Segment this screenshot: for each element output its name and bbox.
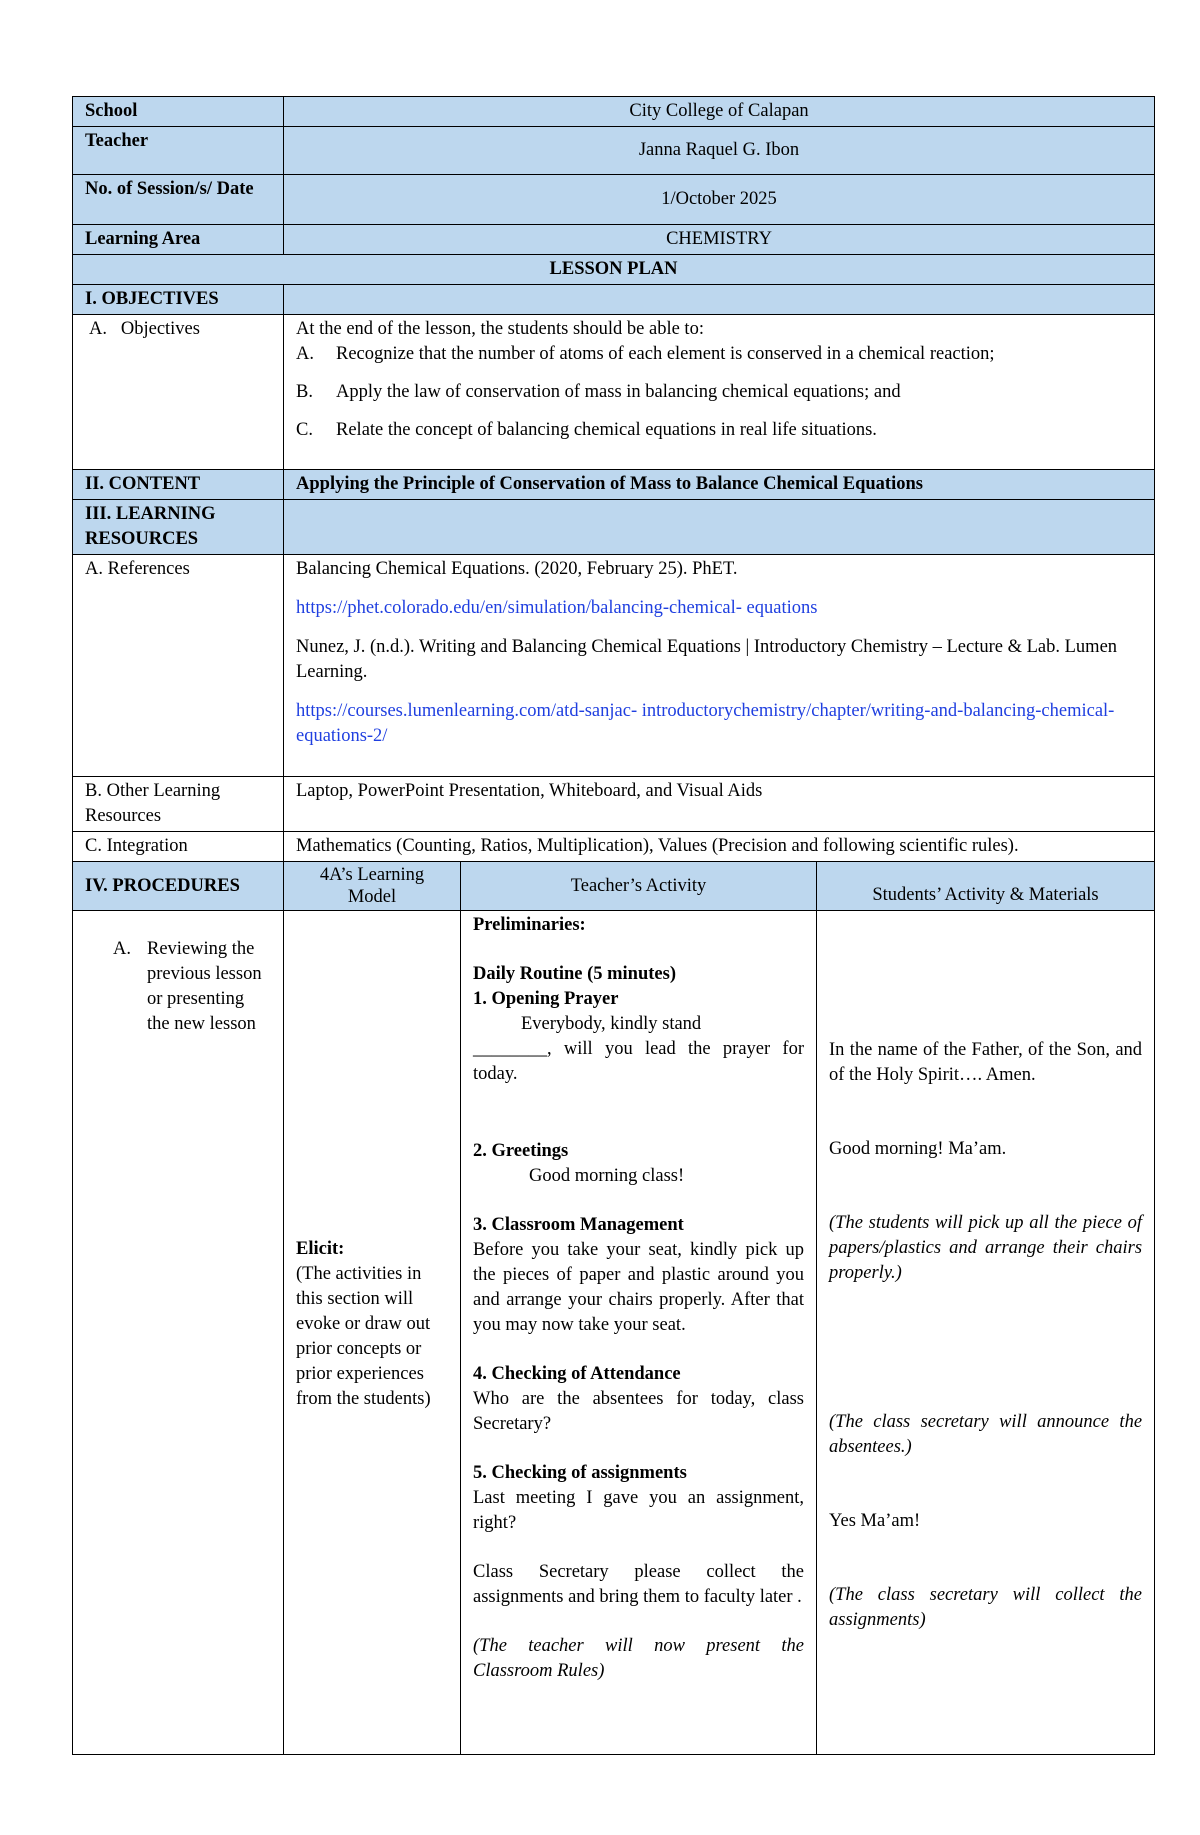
resources-heading-blank bbox=[284, 500, 1155, 555]
teacher-row bbox=[73, 127, 1155, 175]
objective-marker: C. bbox=[296, 420, 313, 440]
classroom-management-text: Before you take your seat, kindly pick up the pieces of paper and plastic around you and arrange your chairs properly. After that you may now take your seat. bbox=[473, 1240, 804, 1335]
area-row bbox=[73, 225, 1155, 255]
integration-label: C. Integration bbox=[73, 832, 284, 862]
session-value: 1/October 2025 bbox=[284, 175, 1155, 225]
procedure-step bbox=[113, 937, 271, 1037]
objectives-intro: At the end of the lesson, the students should be able to: bbox=[296, 319, 704, 339]
references-label: A. References bbox=[73, 555, 284, 777]
preliminaries-title: Preliminaries: bbox=[473, 915, 586, 935]
other-resources-row bbox=[73, 777, 1155, 832]
attendance-title: 4. Checking of Attendance bbox=[473, 1364, 681, 1384]
classroom-management-title: 3. Classroom Management bbox=[473, 1215, 684, 1235]
students-activity-cell bbox=[817, 911, 1155, 1755]
other-resources-value: Laptop, PowerPoint Presentation, Whiteboard, and Visual Aids bbox=[284, 777, 1155, 832]
greetings-title: 2. Greetings bbox=[473, 1141, 569, 1161]
attendance-text: Who are the absentees for today, class Secretary? bbox=[473, 1389, 804, 1434]
classroom-management-response: (The students will pick up all the piece of papers/plastics and arrange their chairs properly.) bbox=[829, 1213, 1143, 1283]
objective-text: Apply the law of conservation of mass in balancing chemical equations; and bbox=[336, 382, 901, 402]
teacher-value: Janna Raquel G. Ibon bbox=[284, 127, 1155, 175]
prayer-line-1: Everybody, kindly stand bbox=[521, 1014, 702, 1034]
assignments-text: Last meeting I gave you an assignment, right? bbox=[473, 1488, 804, 1533]
procedure-step-marker: A. bbox=[113, 939, 131, 959]
references-row bbox=[73, 555, 1155, 777]
content-row bbox=[73, 470, 1155, 500]
session-row bbox=[73, 175, 1155, 225]
classroom-rules-note: (The teacher will now present the Classroom Rules) bbox=[473, 1636, 804, 1681]
integration-value: Mathematics (Counting, Ratios, Multiplication), Values (Precision and following scientific rules). bbox=[284, 832, 1155, 862]
objectives-row bbox=[73, 315, 1155, 470]
objective-item bbox=[296, 342, 1142, 367]
procedures-header-row bbox=[73, 862, 1155, 911]
model-title: Elicit: bbox=[296, 1239, 345, 1259]
collect-assignments-response: (The class secretary will collect the assignments) bbox=[829, 1585, 1143, 1630]
attendance-response: (The class secretary will announce the absentees.) bbox=[829, 1412, 1143, 1457]
model-description: (The activities in this section will evoke or draw out prior concepts or prior experiences from the students) bbox=[296, 1264, 431, 1409]
teacher-label: Teacher bbox=[73, 127, 284, 175]
reference-1-link[interactable]: https://phet.colorado.edu/en/simulation/balancing-chemical- equations bbox=[296, 598, 818, 618]
model-cell bbox=[284, 911, 461, 1755]
lesson-plan-table bbox=[72, 96, 1155, 1755]
objectives-cell bbox=[284, 315, 1155, 470]
col-model-header: 4A’s Learning Model bbox=[284, 862, 461, 911]
procedure-step-cell bbox=[73, 911, 284, 1755]
content-heading: II. CONTENT bbox=[73, 470, 284, 500]
resources-heading: III. LEARNING RESOURCES bbox=[73, 500, 284, 555]
greetings-response: Good morning! Ma’am. bbox=[829, 1139, 1007, 1159]
col-teacher-header: Teacher’s Activity bbox=[461, 862, 817, 911]
objective-item bbox=[296, 418, 1142, 443]
objective-text: Relate the concept of balancing chemical equations in real life situations. bbox=[336, 420, 877, 440]
prayer-title: 1. Opening Prayer bbox=[473, 989, 619, 1009]
area-value: CHEMISTRY bbox=[284, 225, 1155, 255]
teacher-activity-cell bbox=[461, 911, 817, 1755]
references-cell bbox=[284, 555, 1155, 777]
objectives-heading: I. OBJECTIVES bbox=[73, 285, 284, 315]
objective-text: Recognize that the number of atoms of each element is conserved in a chemical reaction; bbox=[336, 344, 995, 364]
prayer-response: In the name of the Father, of the Son, and of the Holy Spirit…. Amen. bbox=[829, 1040, 1143, 1085]
prayer-line-2: ________, will you lead the prayer for today. bbox=[473, 1039, 804, 1084]
objective-item bbox=[296, 380, 1142, 405]
objectives-heading-row bbox=[73, 285, 1155, 315]
procedures-heading: IV. PROCEDURES bbox=[73, 862, 284, 911]
session-label: No. of Session/s/ Date bbox=[73, 175, 284, 225]
school-label: School bbox=[73, 97, 284, 127]
col-students-header: Students’ Activity & Materials bbox=[817, 862, 1155, 911]
plan-title: LESSON PLAN bbox=[73, 255, 1155, 285]
assignments-title: 5. Checking of assignments bbox=[473, 1463, 687, 1483]
area-label: Learning Area bbox=[73, 225, 284, 255]
procedure-step-label: Reviewing the previous lesson or presenting the new lesson bbox=[147, 939, 262, 1034]
reference-2: Nunez, J. (n.d.). Writing and Balancing Chemical Equations | Introductory Chemistry – Lecture & Lab. Lumen Learning. bbox=[296, 637, 1118, 682]
objective-marker: A. bbox=[296, 344, 314, 364]
daily-routine-title: Daily Routine (5 minutes) bbox=[473, 964, 676, 984]
school-row bbox=[73, 97, 1155, 127]
collect-assignments-text: Class Secretary please collect the assignments and bring them to faculty later . bbox=[473, 1562, 804, 1607]
content-value: Applying the Principle of Conservation of Mass to Balance Chemical Equations bbox=[284, 470, 1155, 500]
resources-heading-row bbox=[73, 500, 1155, 555]
other-resources-label: B. Other Learning Resources bbox=[73, 777, 284, 832]
reference-2-link[interactable]: https://courses.lumenlearning.com/atd-sanjac- introductorychemistry/chapter/writing-and-balancing-chemical-equations-2/ bbox=[296, 701, 1115, 746]
lesson-plan-document bbox=[72, 96, 1154, 1755]
reference-1: Balancing Chemical Equations. (2020, February 25). PhET. bbox=[296, 559, 738, 579]
procedure-row bbox=[73, 911, 1155, 1755]
objectives-label-cell bbox=[73, 315, 284, 470]
assignments-response: Yes Ma’am! bbox=[829, 1511, 921, 1531]
plan-title-row bbox=[73, 255, 1155, 285]
objective-marker: B. bbox=[296, 382, 313, 402]
greetings-text: Good morning class! bbox=[529, 1166, 685, 1186]
objectives-label: A. Objectives bbox=[89, 319, 200, 339]
school-value: City College of Calapan bbox=[284, 97, 1155, 127]
integration-row bbox=[73, 832, 1155, 862]
objectives-heading-blank bbox=[284, 285, 1155, 315]
